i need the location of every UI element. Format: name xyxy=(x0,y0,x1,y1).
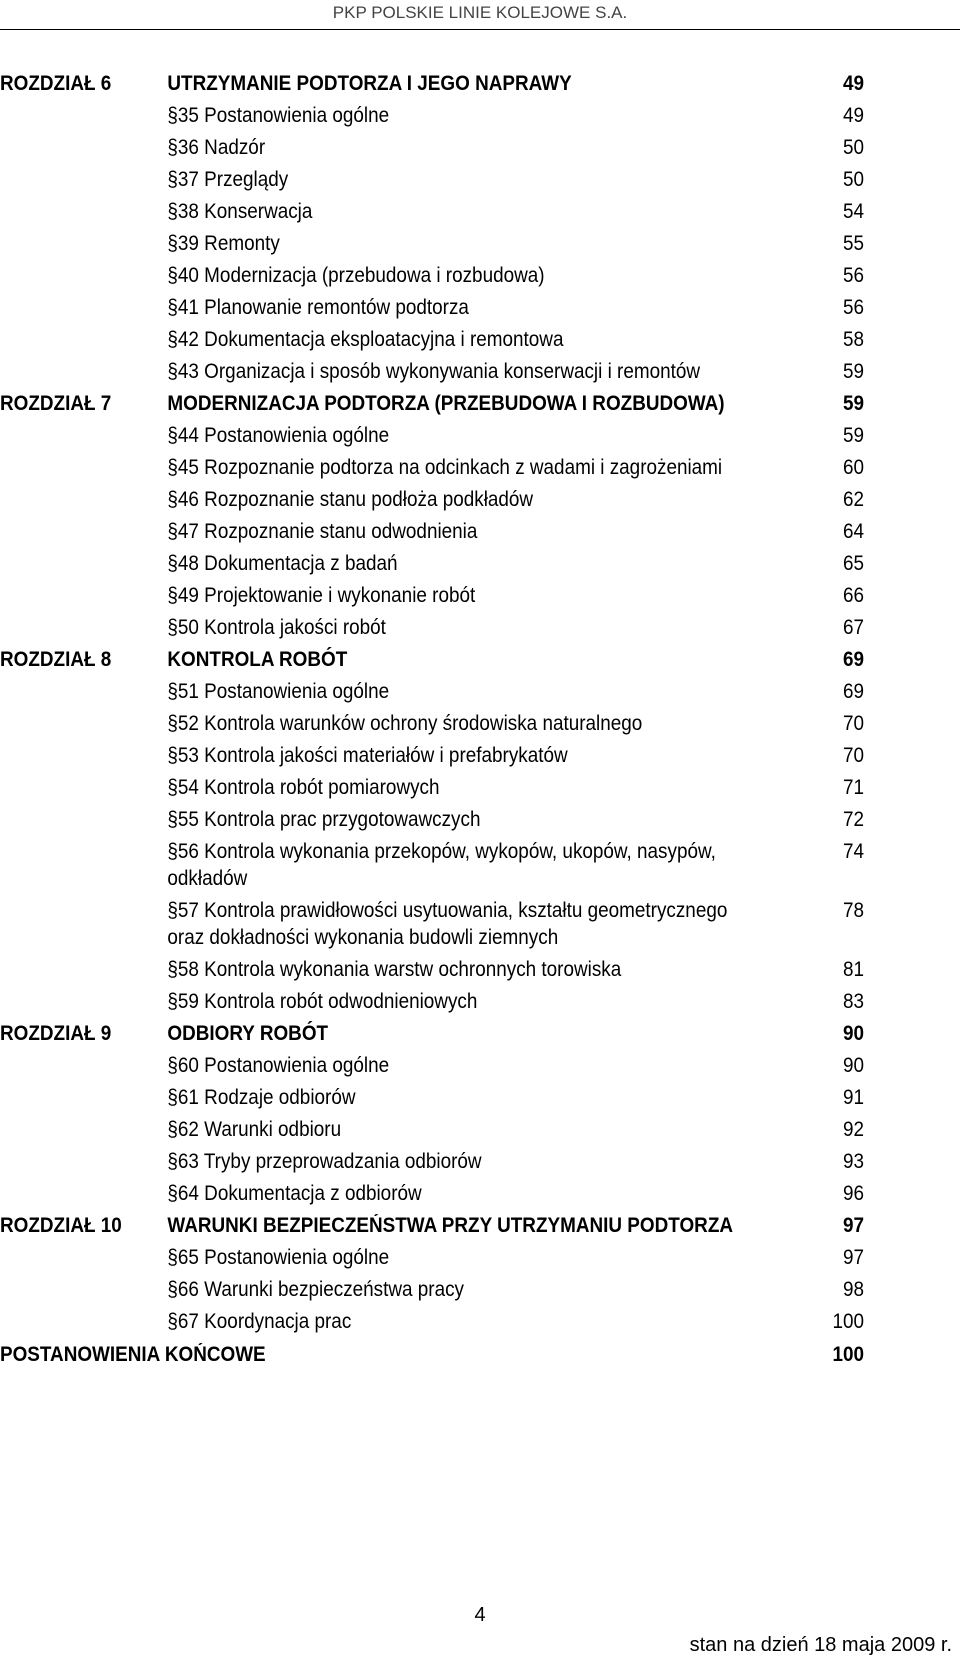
entry-title: §64 Dokumentacja z odbiorów xyxy=(167,1182,422,1205)
entry-title: §65 Postanowienia ogólne xyxy=(167,1246,390,1269)
entry-title: §59 Kontrola robót odwodnieniowych xyxy=(167,990,478,1013)
toc-entry[interactable] xyxy=(0,1276,864,1303)
page-number: 90 xyxy=(842,1022,864,1045)
page-number: 59 xyxy=(842,392,864,415)
toc-entry[interactable] xyxy=(0,710,864,737)
toc-entry[interactable] xyxy=(0,988,864,1015)
page-number: 97 xyxy=(842,1214,864,1237)
entry-title: §51 Postanowienia ogólne xyxy=(167,680,390,703)
page-number: 91 xyxy=(842,1086,864,1109)
toc-entry[interactable] xyxy=(0,134,864,161)
page-number: 100 xyxy=(832,1310,864,1333)
toc-entry[interactable] xyxy=(0,614,864,641)
entry-title: §61 Rodzaje odbiorów xyxy=(167,1086,356,1109)
toc-entry[interactable] xyxy=(0,166,864,193)
entry-title: §45 Rozpoznanie podtorza na odcinkach z wadami i zagrożeniami xyxy=(167,456,723,479)
toc-entry[interactable] xyxy=(0,1180,864,1207)
entry-title: §62 Warunki odbioru xyxy=(167,1118,342,1141)
page-number: 66 xyxy=(842,584,864,607)
entry-title: §39 Remonty xyxy=(167,232,280,255)
page-number: 49 xyxy=(842,104,864,127)
entry-title: §36 Nadzór xyxy=(167,136,266,159)
entry-title: §40 Modernizacja (przebudowa i rozbudowa) xyxy=(167,264,545,287)
toc-chapter-6[interactable] xyxy=(0,70,864,97)
revision-date: stan na dzień 18 maja 2009 r. xyxy=(689,1634,952,1656)
toc-entry[interactable] xyxy=(0,1052,864,1079)
page-number: 50 xyxy=(842,136,864,159)
toc-entry[interactable] xyxy=(0,550,864,577)
page-number: 58 xyxy=(842,328,864,351)
chapter-label: ROZDZIAŁ 10 xyxy=(0,1214,122,1237)
toc-entry[interactable] xyxy=(0,678,864,705)
page-number: 70 xyxy=(842,712,864,735)
page-number: 70 xyxy=(842,744,864,767)
toc-entry[interactable] xyxy=(0,838,864,892)
page-number: 60 xyxy=(842,456,864,479)
page-number: 55 xyxy=(842,232,864,255)
entry-title: §66 Warunki bezpieczeństwa pracy xyxy=(167,1278,465,1301)
page-number: 49 xyxy=(842,72,864,95)
entry-title: §35 Postanowienia ogólne xyxy=(167,104,390,127)
toc-chapter-10[interactable] xyxy=(0,1212,864,1239)
toc-chapter-9[interactable] xyxy=(0,1020,864,1047)
page-number-footer: 4 xyxy=(474,1604,486,1626)
entry-title: §57 Kontrola prawidłowości usytuowania, kształtu geometrycznego oraz dokładności wykonania budowli ziemnych xyxy=(167,899,728,949)
entry-title: §67 Koordynacja prac xyxy=(167,1310,352,1333)
page-number: 59 xyxy=(842,360,864,383)
page-number: 56 xyxy=(842,296,864,319)
chapter-label: ROZDZIAŁ 8 xyxy=(0,648,112,671)
toc-entry[interactable] xyxy=(0,486,864,513)
toc-entry[interactable] xyxy=(0,774,864,801)
page-number: 81 xyxy=(842,958,864,981)
page-number: 98 xyxy=(842,1278,864,1301)
final-title: POSTANOWIENIA KOŃCOWE xyxy=(0,1343,266,1366)
toc-entry[interactable] xyxy=(0,230,864,257)
entry-title: §42 Dokumentacja eksploatacyjna i remontowa xyxy=(167,328,564,351)
toc-entry[interactable] xyxy=(0,1084,864,1111)
table-of-contents xyxy=(0,70,960,1368)
toc-entry[interactable] xyxy=(0,897,864,951)
entry-title: §63 Tryby przeprowadzania odbiorów xyxy=(167,1150,482,1173)
entry-title: §44 Postanowienia ogólne xyxy=(167,424,390,447)
page-number: 78 xyxy=(842,899,864,922)
page-number: 69 xyxy=(842,648,864,671)
chapter-label: ROZDZIAŁ 7 xyxy=(0,392,112,415)
page-number: 97 xyxy=(842,1246,864,1269)
running-header: PKP POLSKIE LINIE KOLEJOWE S.A. xyxy=(332,3,628,22)
entry-title: §43 Organizacja i sposób wykonywania konserwacji i remontów xyxy=(167,360,701,383)
page-number: 62 xyxy=(842,488,864,511)
page-number: 72 xyxy=(842,808,864,831)
page-number: 59 xyxy=(842,424,864,447)
page-number: 65 xyxy=(842,552,864,575)
chapter-title: WARUNKI BEZPIECZEŃSTWA PRZY UTRZYMANIU PODTORZA xyxy=(167,1214,734,1237)
toc-entry[interactable] xyxy=(0,262,864,289)
page-number: 67 xyxy=(842,616,864,639)
toc-entry[interactable] xyxy=(0,518,864,545)
page-number: 92 xyxy=(842,1118,864,1141)
entry-title: §41 Planowanie remontów podtorza xyxy=(167,296,469,319)
chapter-title: KONTROLA ROBÓT xyxy=(167,648,348,671)
chapter-label: ROZDZIAŁ 6 xyxy=(0,72,112,95)
toc-chapter-7[interactable] xyxy=(0,390,864,417)
entry-title: §48 Dokumentacja z badań xyxy=(167,552,398,575)
entry-title: §49 Projektowanie i wykonanie robót xyxy=(167,584,476,607)
toc-entry[interactable] xyxy=(0,422,864,449)
entry-title: §55 Kontrola prac przygotowawczych xyxy=(167,808,481,831)
page-number: 54 xyxy=(842,200,864,223)
entry-title: §37 Przeglądy xyxy=(167,168,289,191)
toc-entry[interactable] xyxy=(0,454,864,481)
entry-title: §53 Kontrola jakości materiałów i prefabrykatów xyxy=(167,744,568,767)
toc-final-provisions[interactable] xyxy=(0,1341,864,1368)
entry-title: §58 Kontrola wykonania warstw ochronnych torowiska xyxy=(167,958,622,981)
chapter-title: UTRZYMANIE PODTORZA I JEGO NAPRAWY xyxy=(167,72,572,95)
entry-title: §56 Kontrola wykonania przekopów, wykopów, ukopów, nasypów, odkładów xyxy=(167,840,716,890)
page-number: 83 xyxy=(842,990,864,1013)
toc-entry[interactable] xyxy=(0,956,864,983)
page-number: 69 xyxy=(842,680,864,703)
page-number: 50 xyxy=(842,168,864,191)
chapter-title: MODERNIZACJA PODTORZA (PRZEBUDOWA I ROZBUDOWA) xyxy=(167,392,725,415)
entry-title: §50 Kontrola jakości robót xyxy=(167,616,386,639)
entry-title: §54 Kontrola robót pomiarowych xyxy=(167,776,440,799)
chapter-label: ROZDZIAŁ 9 xyxy=(0,1022,112,1045)
entry-title: §60 Postanowienia ogólne xyxy=(167,1054,390,1077)
page-number: 93 xyxy=(842,1150,864,1173)
toc-entry[interactable] xyxy=(0,294,864,321)
page-number: 74 xyxy=(842,840,864,863)
toc-entry[interactable] xyxy=(0,1244,864,1271)
page-number: 96 xyxy=(842,1182,864,1205)
toc-entry[interactable] xyxy=(0,358,864,385)
header-rule xyxy=(0,29,960,30)
toc-entry[interactable] xyxy=(0,582,864,609)
toc-entry[interactable] xyxy=(0,326,864,353)
toc-entry[interactable] xyxy=(0,198,864,225)
entry-title: §52 Kontrola warunków ochrony środowiska naturalnego xyxy=(167,712,643,735)
entry-title: §38 Konserwacja xyxy=(167,200,313,223)
toc-entry[interactable] xyxy=(0,1116,864,1143)
toc-entry[interactable] xyxy=(0,806,864,833)
toc-entry[interactable] xyxy=(0,1148,864,1175)
entry-title: §47 Rozpoznanie stanu odwodnienia xyxy=(167,520,478,543)
page-number: 71 xyxy=(842,776,864,799)
page-number: 64 xyxy=(842,520,864,543)
toc-entry[interactable] xyxy=(0,742,864,769)
page-number: 90 xyxy=(842,1054,864,1077)
chapter-title: ODBIORY ROBÓT xyxy=(167,1022,329,1045)
entry-title: §46 Rozpoznanie stanu podłoża podkładów xyxy=(167,488,534,511)
toc-entry[interactable] xyxy=(0,102,864,129)
page-number: 56 xyxy=(842,264,864,287)
page-number: 100 xyxy=(832,1343,864,1366)
toc-entry[interactable] xyxy=(0,1308,864,1335)
toc-chapter-8[interactable] xyxy=(0,646,864,673)
